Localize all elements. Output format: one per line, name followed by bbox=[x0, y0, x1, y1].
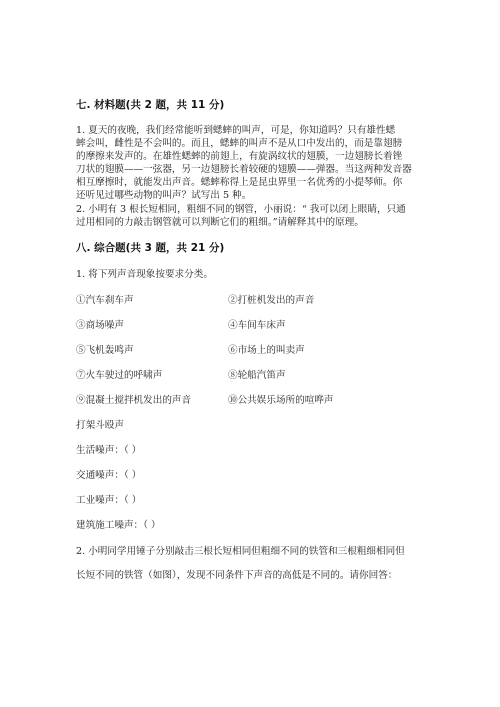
answer-blank-life-noise: 生活噪声：（ ） bbox=[76, 445, 142, 456]
section-8-question-1-intro: 1. 将下列声音现象按要求分类。 bbox=[76, 269, 213, 280]
section-7-question-2 bbox=[76, 203, 426, 229]
text-line: 刀状的翅膜——一弦器，另一边翅膀长着较硬的翅膜——弹器。当这两种发音器 bbox=[76, 164, 412, 176]
section-8-question-2-line-1: 2. 小明同学用锤子分别敲击三根长短相同但粗细不同的铁管和三根粗细相同但 bbox=[76, 546, 405, 557]
text-line: 1. 夏天的夜晚，我们经常能听到蟋蟀的叫声，可是，你知道吗？只有雄性蟋 bbox=[76, 125, 396, 136]
text-line: 的摩擦来发声的。在雄性蟋蟀的前翅上，有旋涡纹状的翅膜，一边翅膀长着锉 bbox=[76, 151, 403, 163]
section-8-question-2-line-2: 长短不同的铁管（如图），发现不同条件下声音的高低是不同的。请你回答： bbox=[76, 570, 398, 581]
sound-item: ⑦火车驶过的呼啸声 bbox=[76, 370, 163, 381]
sound-item: ②打桩机发出的声音 bbox=[228, 295, 315, 306]
sound-item: ⑧轮船汽笛声 bbox=[228, 370, 286, 381]
sound-item: 打架斗殴声 bbox=[76, 420, 124, 431]
answer-blank-industrial-noise: 工业噪声：（ ） bbox=[76, 495, 142, 506]
sound-item: ⑤飞机轰鸣声 bbox=[76, 345, 134, 356]
sound-item: ⑩公共娱乐场所的喧哗声 bbox=[228, 395, 334, 406]
answer-blank-traffic-noise: 交通噪声：（ ） bbox=[76, 470, 142, 481]
sound-item: ③商场噪声 bbox=[76, 320, 124, 331]
text-line: 蟀会叫，雌性是不会叫的。而且，蟋蟀的叫声不是从口中发出的，而是靠翅膀 bbox=[76, 138, 403, 150]
sound-item: ⑥市场上的叫卖声 bbox=[228, 345, 305, 356]
text-line: 过用相同的力敲击钢管就可以判断它们的粗细。”请解释其中的原理。 bbox=[76, 217, 364, 229]
section-8-title: 八. 综合题(共 3 题，共 21 分) bbox=[76, 242, 225, 254]
text-line: 相互摩擦时，就能发出声音。蟋蟀称得上是昆虫界里一名优秀的小提琴师。你 bbox=[76, 177, 403, 189]
text-line: 还听见过哪些动物的叫声？试写出 5 种。 bbox=[76, 190, 252, 202]
section-7-question-1 bbox=[76, 124, 426, 203]
sound-item: ①汽车刹车声 bbox=[76, 295, 134, 306]
section-7-title: 七. 材料题(共 2 题，共 11 分) bbox=[76, 99, 225, 111]
sound-item: ⑨混凝土搅拌机发出的声音 bbox=[76, 395, 192, 406]
text-line: 2. 小明有 3 根长短相同，粗细不同的钢管，小丽说：“ 我可以闭上眼睛，只通 bbox=[76, 204, 406, 215]
answer-blank-construction-noise: 建筑施工噪声：（ ） bbox=[76, 520, 161, 531]
sound-item: ④车间车床声 bbox=[228, 320, 286, 331]
